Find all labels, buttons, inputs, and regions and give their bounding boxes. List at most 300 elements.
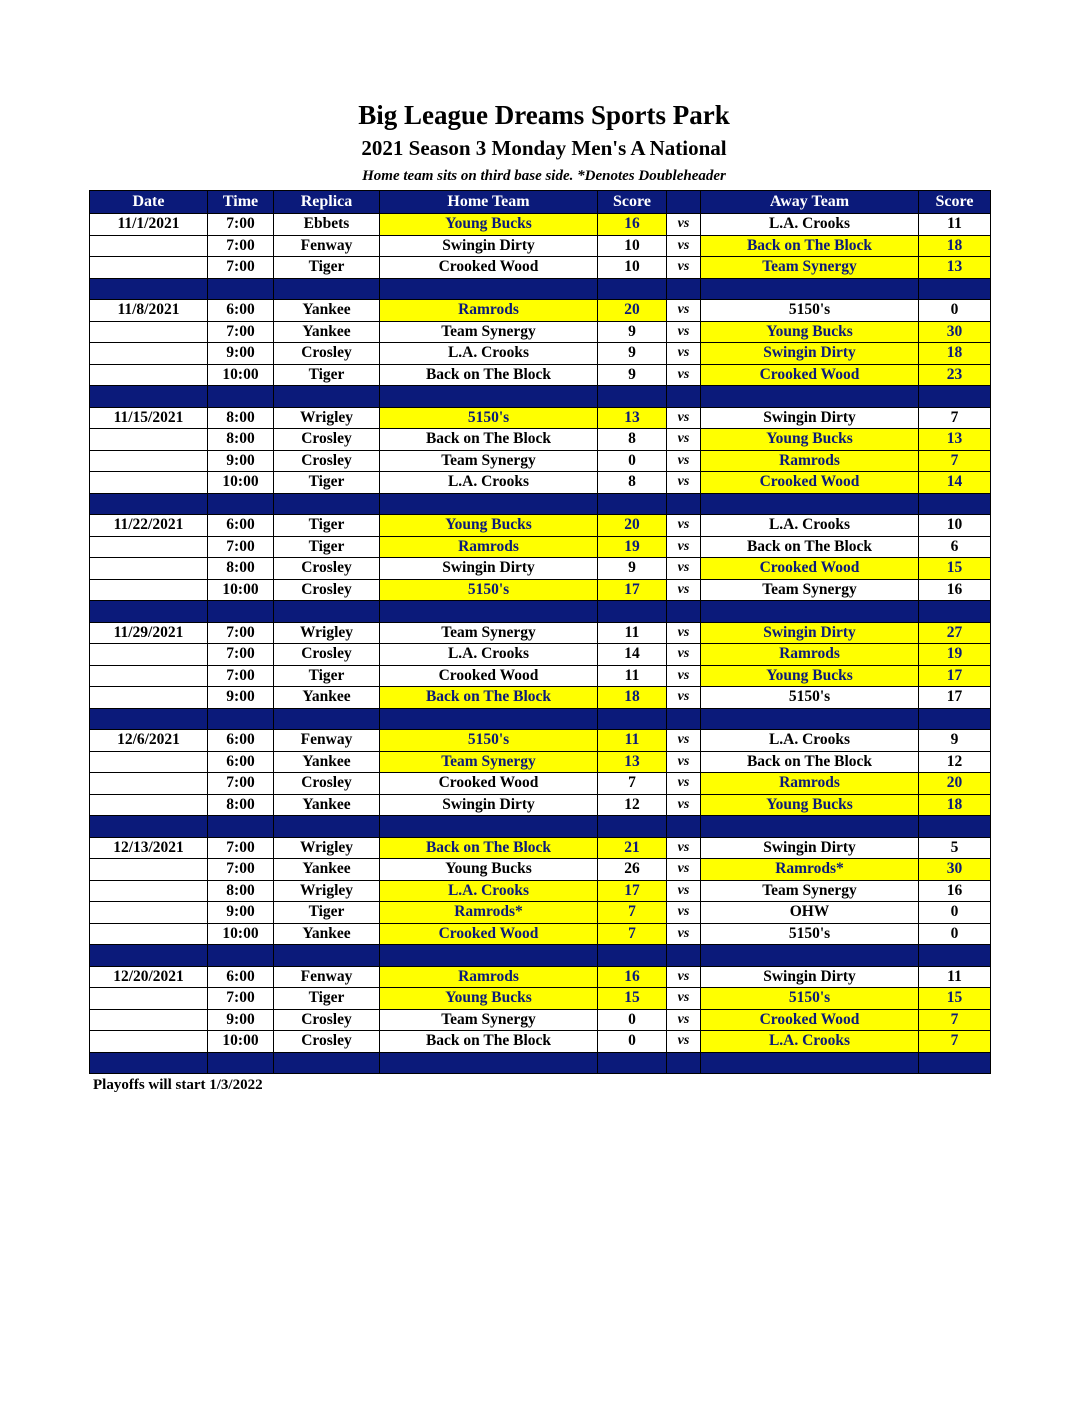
game-date [90, 1031, 208, 1053]
game-date: 11/22/2021 [90, 515, 208, 537]
game-date [90, 923, 208, 945]
home-score: 18 [598, 687, 667, 709]
game-time: 6:00 [208, 751, 274, 773]
vs-label: vs [667, 1031, 701, 1053]
home-score: 11 [598, 730, 667, 752]
vs-label: vs [667, 988, 701, 1010]
game-time: 8:00 [208, 407, 274, 429]
away-team: Ramrods* [701, 859, 919, 881]
home-team: Young Bucks [380, 515, 598, 537]
game-time: 8:00 [208, 558, 274, 580]
home-team: Back on The Block [380, 837, 598, 859]
separator-cell [667, 278, 701, 300]
separator-cell [90, 493, 208, 515]
vs-label: vs [667, 579, 701, 601]
week-separator [90, 493, 991, 515]
week-separator [90, 386, 991, 408]
vs-label: vs [667, 687, 701, 709]
home-score: 15 [598, 988, 667, 1010]
home-score: 0 [598, 450, 667, 472]
game-date [90, 988, 208, 1010]
game-replica: Wrigley [274, 837, 380, 859]
home-team: 5150's [380, 730, 598, 752]
home-score: 11 [598, 622, 667, 644]
home-score: 16 [598, 966, 667, 988]
home-team: Crooked Wood [380, 665, 598, 687]
game-date: 11/1/2021 [90, 214, 208, 236]
game-replica: Tiger [274, 988, 380, 1010]
away-score: 16 [919, 880, 991, 902]
home-team: Swingin Dirty [380, 558, 598, 580]
home-team: Team Synergy [380, 1009, 598, 1031]
away-team: Young Bucks [701, 429, 919, 451]
home-team: 5150's [380, 579, 598, 601]
game-replica: Yankee [274, 751, 380, 773]
separator-cell [90, 816, 208, 838]
away-team: Crooked Wood [701, 558, 919, 580]
game-time: 7:00 [208, 773, 274, 795]
home-score: 13 [598, 407, 667, 429]
away-score: 18 [919, 343, 991, 365]
away-team: Crooked Wood [701, 472, 919, 494]
home-score: 8 [598, 429, 667, 451]
vs-label: vs [667, 429, 701, 451]
game-time: 6:00 [208, 515, 274, 537]
game-date [90, 773, 208, 795]
away-team: Swingin Dirty [701, 407, 919, 429]
game-time: 7:00 [208, 988, 274, 1010]
separator-cell [598, 278, 667, 300]
vs-label: vs [667, 923, 701, 945]
game-time: 9:00 [208, 687, 274, 709]
home-team: Ramrods [380, 966, 598, 988]
game-time: 7:00 [208, 257, 274, 279]
home-team: 5150's [380, 407, 598, 429]
game-date: 12/6/2021 [90, 730, 208, 752]
game-time: 7:00 [208, 837, 274, 859]
separator-cell [667, 601, 701, 623]
separator-cell [667, 493, 701, 515]
game-date [90, 579, 208, 601]
game-row [90, 558, 991, 580]
separator-cell [208, 816, 274, 838]
game-replica: Crosley [274, 773, 380, 795]
away-team: Back on The Block [701, 751, 919, 773]
separator-cell [208, 1052, 274, 1074]
away-score: 10 [919, 515, 991, 537]
home-team: Crooked Wood [380, 773, 598, 795]
away-team: L.A. Crooks [701, 1031, 919, 1053]
away-score: 7 [919, 407, 991, 429]
home-score: 8 [598, 472, 667, 494]
game-date: 12/13/2021 [90, 837, 208, 859]
separator-cell [701, 708, 919, 730]
schedule-body [90, 214, 991, 1074]
col-away-score: Score [919, 191, 991, 214]
game-date: 11/15/2021 [90, 407, 208, 429]
vs-label: vs [667, 794, 701, 816]
away-team: Swingin Dirty [701, 966, 919, 988]
week-separator [90, 816, 991, 838]
game-date [90, 1009, 208, 1031]
game-time: 9:00 [208, 450, 274, 472]
game-replica: Tiger [274, 257, 380, 279]
separator-cell [701, 493, 919, 515]
away-score: 18 [919, 794, 991, 816]
game-row [90, 859, 991, 881]
separator-cell [208, 601, 274, 623]
playoffs-note: Playoffs will start 1/3/2022 [93, 1077, 263, 1093]
vs-label: vs [667, 1009, 701, 1031]
away-team: Team Synergy [701, 880, 919, 902]
game-date [90, 558, 208, 580]
home-team: Team Synergy [380, 622, 598, 644]
home-score: 20 [598, 300, 667, 322]
away-score: 0 [919, 902, 991, 924]
game-row [90, 450, 991, 472]
game-row [90, 364, 991, 386]
home-score: 17 [598, 880, 667, 902]
game-row [90, 579, 991, 601]
game-time: 7:00 [208, 859, 274, 881]
separator-cell [380, 386, 598, 408]
game-replica: Fenway [274, 966, 380, 988]
home-team: Back on The Block [380, 429, 598, 451]
away-score: 9 [919, 730, 991, 752]
vs-label: vs [667, 450, 701, 472]
game-time: 7:00 [208, 321, 274, 343]
game-replica: Crosley [274, 644, 380, 666]
game-date [90, 472, 208, 494]
vs-label: vs [667, 235, 701, 257]
game-time: 7:00 [208, 644, 274, 666]
vs-label: vs [667, 300, 701, 322]
separator-cell [380, 708, 598, 730]
game-row [90, 536, 991, 558]
separator-cell [274, 386, 380, 408]
game-row [90, 773, 991, 795]
game-replica: Crosley [274, 579, 380, 601]
away-score: 19 [919, 644, 991, 666]
away-score: 20 [919, 773, 991, 795]
schedule-table [89, 190, 991, 1074]
page-subtitle: 2021 Season 3 Monday Men's A National [361, 136, 727, 160]
away-score: 17 [919, 687, 991, 709]
home-score: 7 [598, 902, 667, 924]
game-replica: Crosley [274, 450, 380, 472]
away-score: 7 [919, 1031, 991, 1053]
col-vs [667, 191, 701, 214]
home-score: 10 [598, 257, 667, 279]
game-replica: Tiger [274, 902, 380, 924]
separator-cell [919, 708, 991, 730]
game-date [90, 665, 208, 687]
game-replica: Crosley [274, 1031, 380, 1053]
away-team: 5150's [701, 923, 919, 945]
away-score: 13 [919, 429, 991, 451]
away-team: L.A. Crooks [701, 515, 919, 537]
game-row [90, 1009, 991, 1031]
vs-label: vs [667, 837, 701, 859]
game-time: 7:00 [208, 536, 274, 558]
separator-cell [90, 386, 208, 408]
header-row [90, 191, 991, 214]
game-time: 9:00 [208, 902, 274, 924]
game-replica: Wrigley [274, 407, 380, 429]
home-team: Young Bucks [380, 859, 598, 881]
game-replica: Wrigley [274, 880, 380, 902]
away-team: Ramrods [701, 644, 919, 666]
separator-cell [274, 278, 380, 300]
separator-cell [598, 493, 667, 515]
home-score: 10 [598, 235, 667, 257]
vs-label: vs [667, 880, 701, 902]
game-row [90, 214, 991, 236]
game-row [90, 966, 991, 988]
game-replica: Tiger [274, 515, 380, 537]
game-row [90, 644, 991, 666]
home-team: Ramrods [380, 536, 598, 558]
game-time: 10:00 [208, 364, 274, 386]
separator-cell [274, 493, 380, 515]
separator-cell [90, 708, 208, 730]
game-row [90, 837, 991, 859]
page-title: Big League Dreams Sports Park [358, 100, 730, 130]
separator-cell [667, 945, 701, 967]
game-row [90, 923, 991, 945]
game-date [90, 343, 208, 365]
separator-cell [90, 945, 208, 967]
away-team: L.A. Crooks [701, 214, 919, 236]
home-score: 9 [598, 558, 667, 580]
game-date [90, 859, 208, 881]
home-team: Team Synergy [380, 450, 598, 472]
game-row [90, 429, 991, 451]
game-time: 7:00 [208, 622, 274, 644]
separator-cell [598, 945, 667, 967]
home-team: Young Bucks [380, 988, 598, 1010]
game-time: 6:00 [208, 730, 274, 752]
vs-label: vs [667, 730, 701, 752]
away-score: 15 [919, 988, 991, 1010]
vs-label: vs [667, 515, 701, 537]
game-row [90, 730, 991, 752]
game-time: 8:00 [208, 880, 274, 902]
home-team: L.A. Crooks [380, 472, 598, 494]
game-time: 8:00 [208, 429, 274, 451]
game-time: 6:00 [208, 300, 274, 322]
separator-cell [701, 386, 919, 408]
away-score: 7 [919, 450, 991, 472]
away-score: 0 [919, 300, 991, 322]
col-replica: Replica [274, 191, 380, 214]
game-date [90, 687, 208, 709]
game-row [90, 257, 991, 279]
home-team: Swingin Dirty [380, 794, 598, 816]
home-score: 0 [598, 1031, 667, 1053]
home-team: Ramrods* [380, 902, 598, 924]
away-team: 5150's [701, 687, 919, 709]
separator-cell [919, 945, 991, 967]
game-date [90, 257, 208, 279]
game-row [90, 665, 991, 687]
vs-label: vs [667, 214, 701, 236]
away-score: 11 [919, 214, 991, 236]
game-row [90, 988, 991, 1010]
separator-cell [598, 1052, 667, 1074]
away-team: Swingin Dirty [701, 837, 919, 859]
game-replica: Yankee [274, 687, 380, 709]
home-team: Back on The Block [380, 1031, 598, 1053]
game-time: 9:00 [208, 1009, 274, 1031]
separator-cell [701, 278, 919, 300]
away-team: Swingin Dirty [701, 622, 919, 644]
home-score: 9 [598, 321, 667, 343]
home-team: L.A. Crooks [380, 644, 598, 666]
separator-cell [380, 1052, 598, 1074]
game-date [90, 751, 208, 773]
week-separator [90, 708, 991, 730]
game-date: 11/29/2021 [90, 622, 208, 644]
home-score: 20 [598, 515, 667, 537]
away-team: Back on The Block [701, 235, 919, 257]
col-time: Time [208, 191, 274, 214]
game-time: 6:00 [208, 966, 274, 988]
game-row [90, 321, 991, 343]
separator-cell [208, 708, 274, 730]
away-score: 23 [919, 364, 991, 386]
game-time: 9:00 [208, 343, 274, 365]
home-team: Team Synergy [380, 751, 598, 773]
vs-label: vs [667, 257, 701, 279]
separator-cell [919, 816, 991, 838]
vs-label: vs [667, 644, 701, 666]
separator-cell [598, 386, 667, 408]
schedule-note: Home team sits on third base side. *Denotes Doubleheader [362, 168, 726, 184]
away-score: 11 [919, 966, 991, 988]
game-row [90, 515, 991, 537]
separator-cell [90, 278, 208, 300]
separator-cell [667, 816, 701, 838]
game-row [90, 343, 991, 365]
game-replica: Tiger [274, 536, 380, 558]
home-score: 7 [598, 923, 667, 945]
vs-label: vs [667, 472, 701, 494]
vs-label: vs [667, 364, 701, 386]
home-team: Team Synergy [380, 321, 598, 343]
home-team: Crooked Wood [380, 257, 598, 279]
game-time: 7:00 [208, 214, 274, 236]
home-score: 13 [598, 751, 667, 773]
col-home-team: Home Team [380, 191, 598, 214]
home-score: 9 [598, 343, 667, 365]
col-away-team: Away Team [701, 191, 919, 214]
separator-cell [701, 601, 919, 623]
col-home-score: Score [598, 191, 667, 214]
vs-label: vs [667, 773, 701, 795]
separator-cell [919, 386, 991, 408]
vs-label: vs [667, 558, 701, 580]
game-time: 10:00 [208, 472, 274, 494]
separator-cell [90, 601, 208, 623]
away-team: Young Bucks [701, 665, 919, 687]
week-separator [90, 945, 991, 967]
vs-label: vs [667, 321, 701, 343]
home-team: Young Bucks [380, 214, 598, 236]
separator-cell [919, 278, 991, 300]
separator-cell [667, 708, 701, 730]
home-team: Back on The Block [380, 364, 598, 386]
game-row [90, 902, 991, 924]
vs-label: vs [667, 859, 701, 881]
game-time: 10:00 [208, 579, 274, 601]
game-date [90, 235, 208, 257]
game-replica: Yankee [274, 923, 380, 945]
game-replica: Tiger [274, 472, 380, 494]
away-team: Young Bucks [701, 794, 919, 816]
game-row [90, 407, 991, 429]
away-score: 30 [919, 321, 991, 343]
separator-cell [598, 816, 667, 838]
game-replica: Yankee [274, 321, 380, 343]
away-score: 13 [919, 257, 991, 279]
home-score: 11 [598, 665, 667, 687]
away-team: 5150's [701, 300, 919, 322]
home-score: 0 [598, 1009, 667, 1031]
away-score: 14 [919, 472, 991, 494]
away-score: 16 [919, 579, 991, 601]
separator-cell [208, 278, 274, 300]
home-score: 9 [598, 364, 667, 386]
game-time: 7:00 [208, 665, 274, 687]
vs-label: vs [667, 751, 701, 773]
separator-cell [701, 816, 919, 838]
away-team: Young Bucks [701, 321, 919, 343]
game-row [90, 235, 991, 257]
separator-cell [208, 386, 274, 408]
away-team: Team Synergy [701, 257, 919, 279]
separator-cell [701, 1052, 919, 1074]
separator-cell [274, 1052, 380, 1074]
away-score: 18 [919, 235, 991, 257]
separator-cell [598, 601, 667, 623]
game-date [90, 321, 208, 343]
game-date [90, 902, 208, 924]
away-score: 0 [919, 923, 991, 945]
week-separator [90, 278, 991, 300]
game-replica: Yankee [274, 859, 380, 881]
game-date [90, 880, 208, 902]
game-row [90, 300, 991, 322]
away-team: L.A. Crooks [701, 730, 919, 752]
game-row [90, 472, 991, 494]
game-row [90, 1031, 991, 1053]
separator-cell [667, 1052, 701, 1074]
home-score: 19 [598, 536, 667, 558]
vs-label: vs [667, 966, 701, 988]
home-score: 21 [598, 837, 667, 859]
game-date [90, 794, 208, 816]
game-date: 11/8/2021 [90, 300, 208, 322]
away-team: Crooked Wood [701, 1009, 919, 1031]
week-separator [90, 601, 991, 623]
separator-cell [208, 493, 274, 515]
vs-label: vs [667, 343, 701, 365]
home-score: 26 [598, 859, 667, 881]
game-row [90, 687, 991, 709]
home-team: L.A. Crooks [380, 343, 598, 365]
separator-cell [667, 386, 701, 408]
